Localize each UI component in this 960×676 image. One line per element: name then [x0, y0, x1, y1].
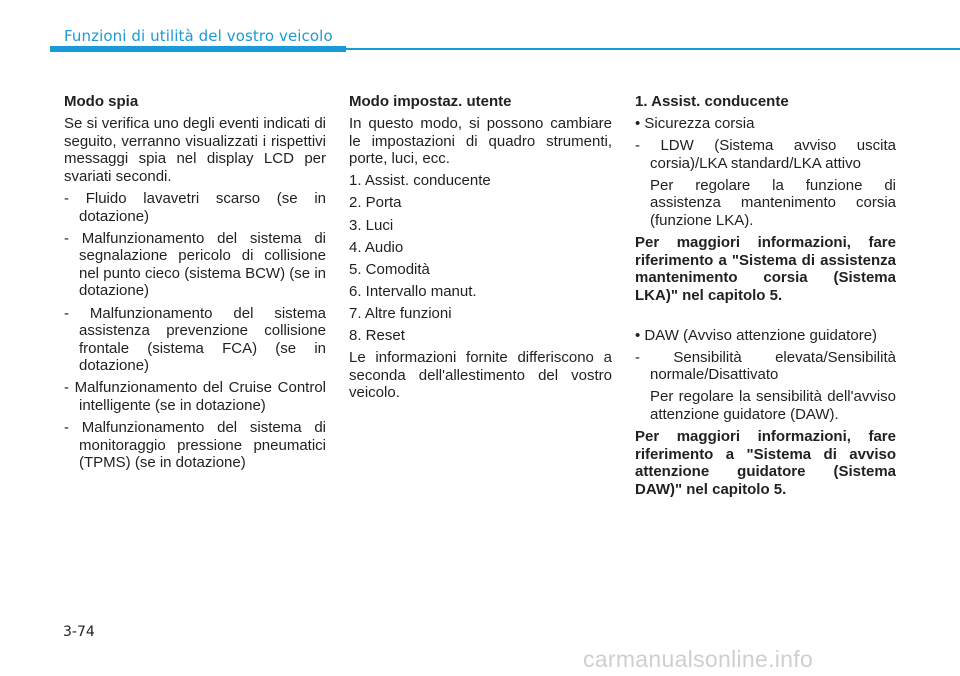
warning-mode-heading: Modo spia — [64, 93, 139, 110]
warning-item: - Malfunzionamento del sistema di monitoraggio pressione pneumatici (TPMS) (se in dotazione) — [64, 419, 326, 472]
ldw-option: - LDW (Sistema avviso uscita corsia)/LKA standard/LKA attivo — [635, 137, 896, 172]
settings-list-item: 4. Audio — [349, 238, 404, 256]
lka-description: Per regolare la funzione di assistenza mantenimento corsia (funzione LKA). — [650, 176, 896, 230]
warning-item: - Malfunzionamento del Cruise Control intelligente (se in dotazione) — [64, 379, 326, 414]
warning-item: - Malfunzionamento del sistema assistenza prevenzione collisione frontale (sistema FCA) (se in dotazione) — [64, 304, 326, 375]
daw-sensitivity-option: - Sensibilità elevata/Sensibilità normale/Disattivato — [635, 348, 896, 384]
column-driver-assist — [635, 93, 896, 503]
settings-list-item: 2. Porta — [349, 194, 402, 212]
user-settings-note: Le informazioni fornite differiscono a seconda dell'allestimento del vostro veicolo. — [349, 349, 612, 402]
page-number: 3-74 — [63, 624, 95, 640]
column-user-settings — [349, 93, 612, 406]
column-warning-mode — [64, 93, 326, 476]
driver-assist-heading: 1. Assist. conducente — [635, 93, 789, 110]
section-title: Funzioni di utilità del vostro veicolo — [64, 27, 333, 45]
warning-mode-intro: Se si verifica uno degli eventi indicati di seguito, verranno visualizzati i rispettivi messaggi spia nel display LCD per svariati secondi. — [64, 115, 326, 185]
settings-list-item: 3. Luci — [349, 216, 394, 234]
settings-list-item: 6. Intervallo manut. — [349, 282, 477, 300]
daw-description: Per regolare la sensibilità dell'avviso attenzione guidatore (DAW). — [650, 388, 896, 423]
watermark: carmanualsonline.info — [583, 646, 814, 672]
daw-reference: Per maggiori informazioni, fare riferimento a "Sistema di avviso attenzione guidatore (Sistema DAW)" nel capitolo 5. — [635, 428, 896, 498]
settings-list-item: 5. Comodità — [349, 260, 430, 278]
daw-bullet: • DAW (Avviso attenzione guidatore) — [635, 326, 878, 344]
lane-safety-bullet: • Sicurezza corsia — [635, 115, 755, 133]
settings-list-item: 8. Reset — [349, 327, 405, 345]
warning-item: - Fluido lavavetri scarso (se in dotazione) — [64, 189, 326, 225]
header-rule — [346, 48, 960, 50]
user-settings-intro: In questo modo, si possono cambiare le impostazioni di quadro strumenti, porte, luci, ecc. — [349, 115, 612, 168]
settings-list-item: 1. Assist. conducente — [349, 172, 491, 190]
lka-reference: Per maggiori informazioni, fare riferimento a "Sistema di assistenza mantenimento corsia (Sistema LKA)" nel capitolo 5. — [635, 234, 896, 304]
warning-item: - Malfunzionamento del sistema di segnalazione pericolo di collisione nel punto cieco (sistema BCW) (se in dotazione) — [64, 229, 326, 300]
user-settings-heading: Modo impostaz. utente — [349, 93, 512, 110]
settings-list-item: 7. Altre funzioni — [349, 304, 452, 322]
header-accent-bar — [50, 46, 346, 52]
